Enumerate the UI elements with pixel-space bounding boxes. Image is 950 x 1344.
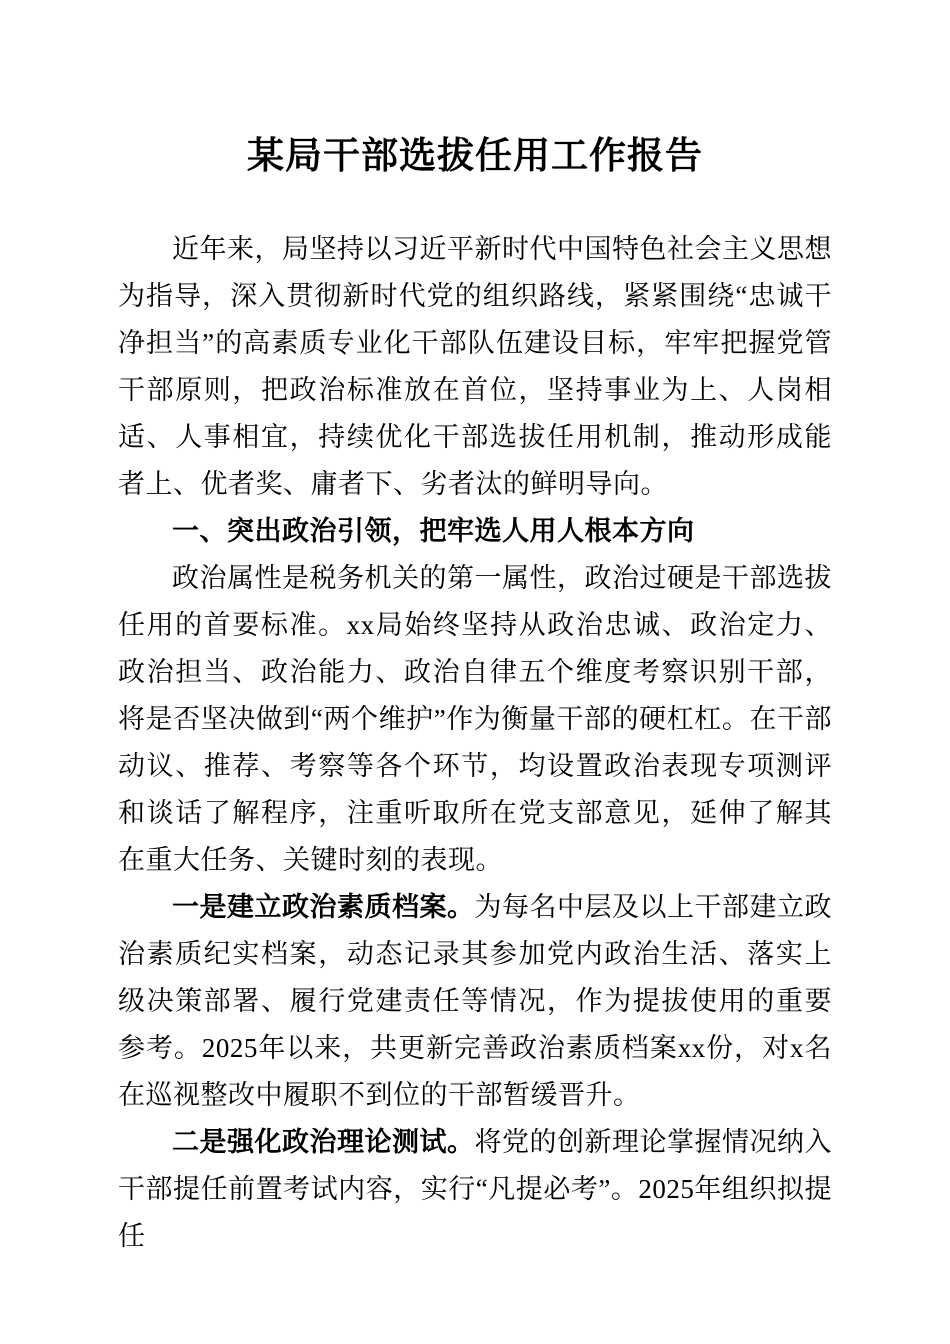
section-1-item-2: [118, 1119, 832, 1260]
section-1-item-1: [118, 884, 832, 1119]
section-1-item-1-text: 为每名中层及以上干部建立政治素质纪实档案，动态记录其参加党内政治生活、落实上级决策部署、履行党建责任等情况，作为提拔使用的重要参考。2025年以来，共更新完善政治素质档案xx份，对x名在巡视整改中履职不到位的干部暂缓晋升。: [118, 891, 832, 1110]
section-1-paragraph: 政治属性是税务机关的第一属性，政治过硬是干部选拔任用的首要标准。xx局始终坚持从政治忠诚、政治定力、政治担当、政治能力、政治自律五个维度考察识别干部，将是否坚决做到“两个维护”作为衡量干部的硬杠杠。在干部动议、推荐、考察等各个环节，均设置政治表现专项测评和谈话了解程序，注重听取所在党支部意见，延伸了解其在重大任务、关键时刻的表现。: [118, 562, 832, 875]
section-1-item-2-lead: 二是强化政治理论测试。: [172, 1126, 475, 1157]
section-1-item-2-text: 将党的创新理论掌握情况纳入干部提任前置考试内容，实行“凡提必考”。2025年组织拟提任: [118, 1126, 832, 1251]
section-1-item-1-lead: 一是建立政治素质档案。: [172, 891, 475, 922]
intro-paragraph: 近年来，局坚持以习近平新时代中国特色社会主义思想为指导，深入贯彻新时代党的组织路线，紧紧围绕“忠诚干净担当”的高素质专业化干部队伍建设目标，牢牢把握党管干部原则，把政治标准放在首位，坚持事业为上、人岗相适、人事相宜，持续优化干部选拔任用机制，推动形成能者上、优者奖、庸者下、劣者汰的鲜明导向。: [118, 233, 832, 499]
section-1-heading: 一、突出政治引领，把牢选人用人根本方向: [172, 515, 695, 546]
document-title: 某局干部选拔任用工作报告: [247, 136, 703, 177]
